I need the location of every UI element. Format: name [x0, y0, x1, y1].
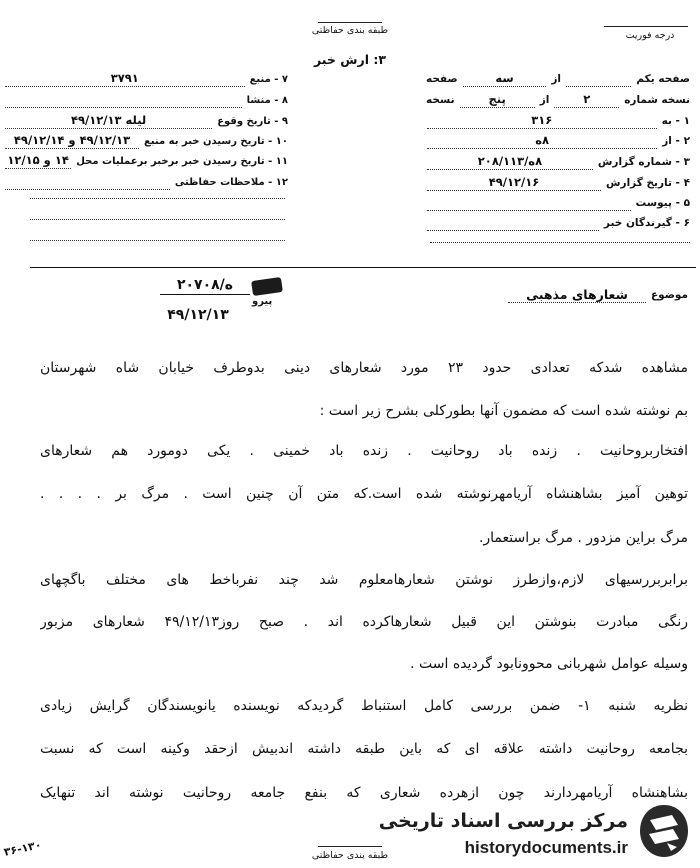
field-label: ۴ - تاریخ گزارش — [606, 177, 690, 189]
field-security-notes-row — [2, 173, 290, 190]
field-recipients-row — [424, 214, 692, 231]
blank-dotted-line — [30, 198, 285, 199]
field-occurrence-date-row — [2, 112, 290, 129]
urgency-rule — [604, 26, 688, 27]
page-leader — [566, 71, 631, 87]
field-label: ۶ - گیرندگان خبر — [603, 217, 690, 229]
classification-bottom-rule — [318, 846, 382, 847]
copy-leader — [554, 92, 619, 108]
field-value: ۴۹/۱۲/۱۳ و ۴۹/۱۲/۱۴ — [13, 133, 131, 147]
blank-dotted-line — [30, 240, 285, 241]
field-value: ۳۷۹۱ — [110, 71, 139, 85]
field-value: لیله ۴۹/۱۲/۱۳ — [71, 113, 147, 127]
body-line: بجامعه روحانیت داشته علاقه ای که باین طبقه داشته اندبیش ازحقد وکینه است که نسبت — [40, 741, 688, 757]
copy-number-row — [424, 91, 692, 108]
section-divider — [30, 267, 696, 268]
field-label: ۱۱ - تاریخ رسیدن خبر برخبر برعملیات محل — [76, 156, 288, 167]
blank-dotted-line — [430, 242, 690, 243]
copy-suffix: نسخه — [426, 94, 455, 106]
field-leader — [427, 175, 601, 191]
copy-value: ۲ — [583, 92, 591, 106]
body-line: توهین آمیز بشاهنشاه آریامهرنوشته شده است.که متن آن چنین است . مرگ بر . . . . — [40, 486, 688, 502]
classification-top-rule — [318, 22, 382, 23]
news-value-label: ۳: ارش خبر — [314, 52, 386, 67]
page-total-value: سه — [495, 71, 514, 85]
body-line: برابربررسیهای لازم،وازطرز نوشتن شعارهامعلوم شد چند نفرباخط های مختلف باگچهای — [40, 572, 688, 588]
field-value: ۴۹/۱۲/۱۶ — [488, 175, 540, 189]
document-code: ۳۶-۱۳۰ — [2, 838, 43, 859]
copy-of-label: از — [539, 94, 550, 106]
field-leader — [5, 71, 245, 87]
reference-number: ه/۲۰۷۰۸ — [160, 276, 250, 295]
field-label: ۳ - شماره گزارش — [597, 156, 690, 168]
field-report-number-row — [424, 153, 692, 170]
field-label: ۷ - منبع — [249, 74, 288, 85]
body-line: مرگ براین مزدور . مرگ براستعمار. — [478, 530, 688, 546]
classification-top-label: طبقه بندی حفاظتی — [311, 25, 389, 36]
field-source-received-date-row — [2, 132, 290, 149]
field-origin-row — [2, 91, 290, 108]
field-leader — [5, 92, 242, 108]
field-leader — [5, 113, 212, 129]
copy-label: نسخه شماره — [624, 94, 690, 106]
field-value: ۱۴ و ۱۲/۱۵ — [7, 153, 69, 167]
page-total-leader — [463, 71, 547, 87]
body-line: افتخاربروحانیت . زنده باد روحانیت . زنده باد خمینی . یکی دومورد هم شعارهای — [40, 443, 688, 459]
field-value: ۳۱۶ — [531, 113, 553, 127]
field-label: ۵ - پیوست — [635, 197, 690, 209]
field-label: ۱۰ - تاریخ رسیدن خبر به منبع — [144, 136, 288, 147]
body-line: بم نوشته شده است که مضمون آنها بطورکلی بشرح زیر است : — [319, 403, 688, 419]
body-line: مشاهده شدکه تعدادی حدود ۲۳ مورد شعارهای دینی بدوطرف خیابان شاه شهرستان — [40, 360, 688, 376]
field-leader — [427, 195, 631, 211]
page-suffix: صفحه — [425, 73, 458, 85]
archive-emblem-icon — [637, 803, 691, 859]
field-attachment-row — [424, 194, 692, 211]
field-label: ۸ - منشا — [246, 95, 288, 106]
field-leader — [5, 153, 71, 169]
watermark-organization: مرکز بررسی اسناد تاریخی — [378, 810, 628, 832]
field-leader — [5, 174, 170, 190]
urgency-label: درجه فوریت — [625, 30, 675, 41]
subject-leader — [508, 287, 646, 303]
field-sender-row — [424, 132, 692, 149]
field-source-row — [2, 70, 290, 87]
subject-row — [505, 283, 690, 303]
subject-value: شعارهای مذهبی — [526, 287, 628, 302]
field-leader — [427, 113, 657, 129]
field-label: ۹ - تاریخ وقوع — [217, 116, 288, 127]
field-operations-received-date-row — [2, 152, 290, 169]
body-line: وسیله عوامل شهربانی محوونابود گردیده است . — [410, 656, 688, 672]
field-value: ۸ه — [535, 133, 550, 147]
reference-date: ۴۹/۱۲/۱۳ — [167, 307, 229, 323]
page-count-row — [424, 70, 692, 87]
field-label: ۲ - از — [662, 135, 690, 147]
body-line: نظریه شنبه ۱- ضمن بررسی کامل استنباط گردیدکه نویسنده یانویسندگان گرایش زیادی — [40, 698, 688, 714]
field-label: ۱ - به — [661, 115, 690, 127]
field-leader — [427, 154, 593, 170]
field-report-date-row — [424, 174, 692, 191]
body-line: رنگی مبادرت بنوشتن این قبیل شعارهاکرده اند . صبح روز۴۹/۱۲/۱۳ شعارهای مزبور — [40, 614, 688, 630]
field-label: ۱۲ - ملاحظات حفاظتی — [174, 177, 288, 188]
body-line: بشاهنشاه آریامهردارند چون ازهرده شعاری که بنفع جامعه روحانیت نوشته اند تنهایک — [40, 785, 688, 801]
field-leader — [427, 215, 599, 231]
subject-label: موضوع — [651, 289, 688, 301]
blank-dotted-line — [30, 219, 285, 220]
field-leader — [5, 133, 139, 149]
watermark-site: historydocuments.ir — [464, 838, 628, 857]
classification-bottom-label: طبقه بندی حفاظتی — [311, 850, 389, 861]
page-of-label: از — [551, 73, 561, 85]
field-leader — [427, 133, 657, 149]
page-label: صفحه یکم — [636, 73, 690, 85]
copy-total-leader — [460, 92, 535, 108]
reference-label: پیرو — [252, 296, 273, 307]
stamp-mark — [251, 277, 283, 296]
copy-total-value: پنج — [488, 92, 506, 106]
field-recipient-row — [424, 112, 692, 129]
field-value: ۸ه/۲۰۸/۱۱۳ — [477, 154, 543, 168]
